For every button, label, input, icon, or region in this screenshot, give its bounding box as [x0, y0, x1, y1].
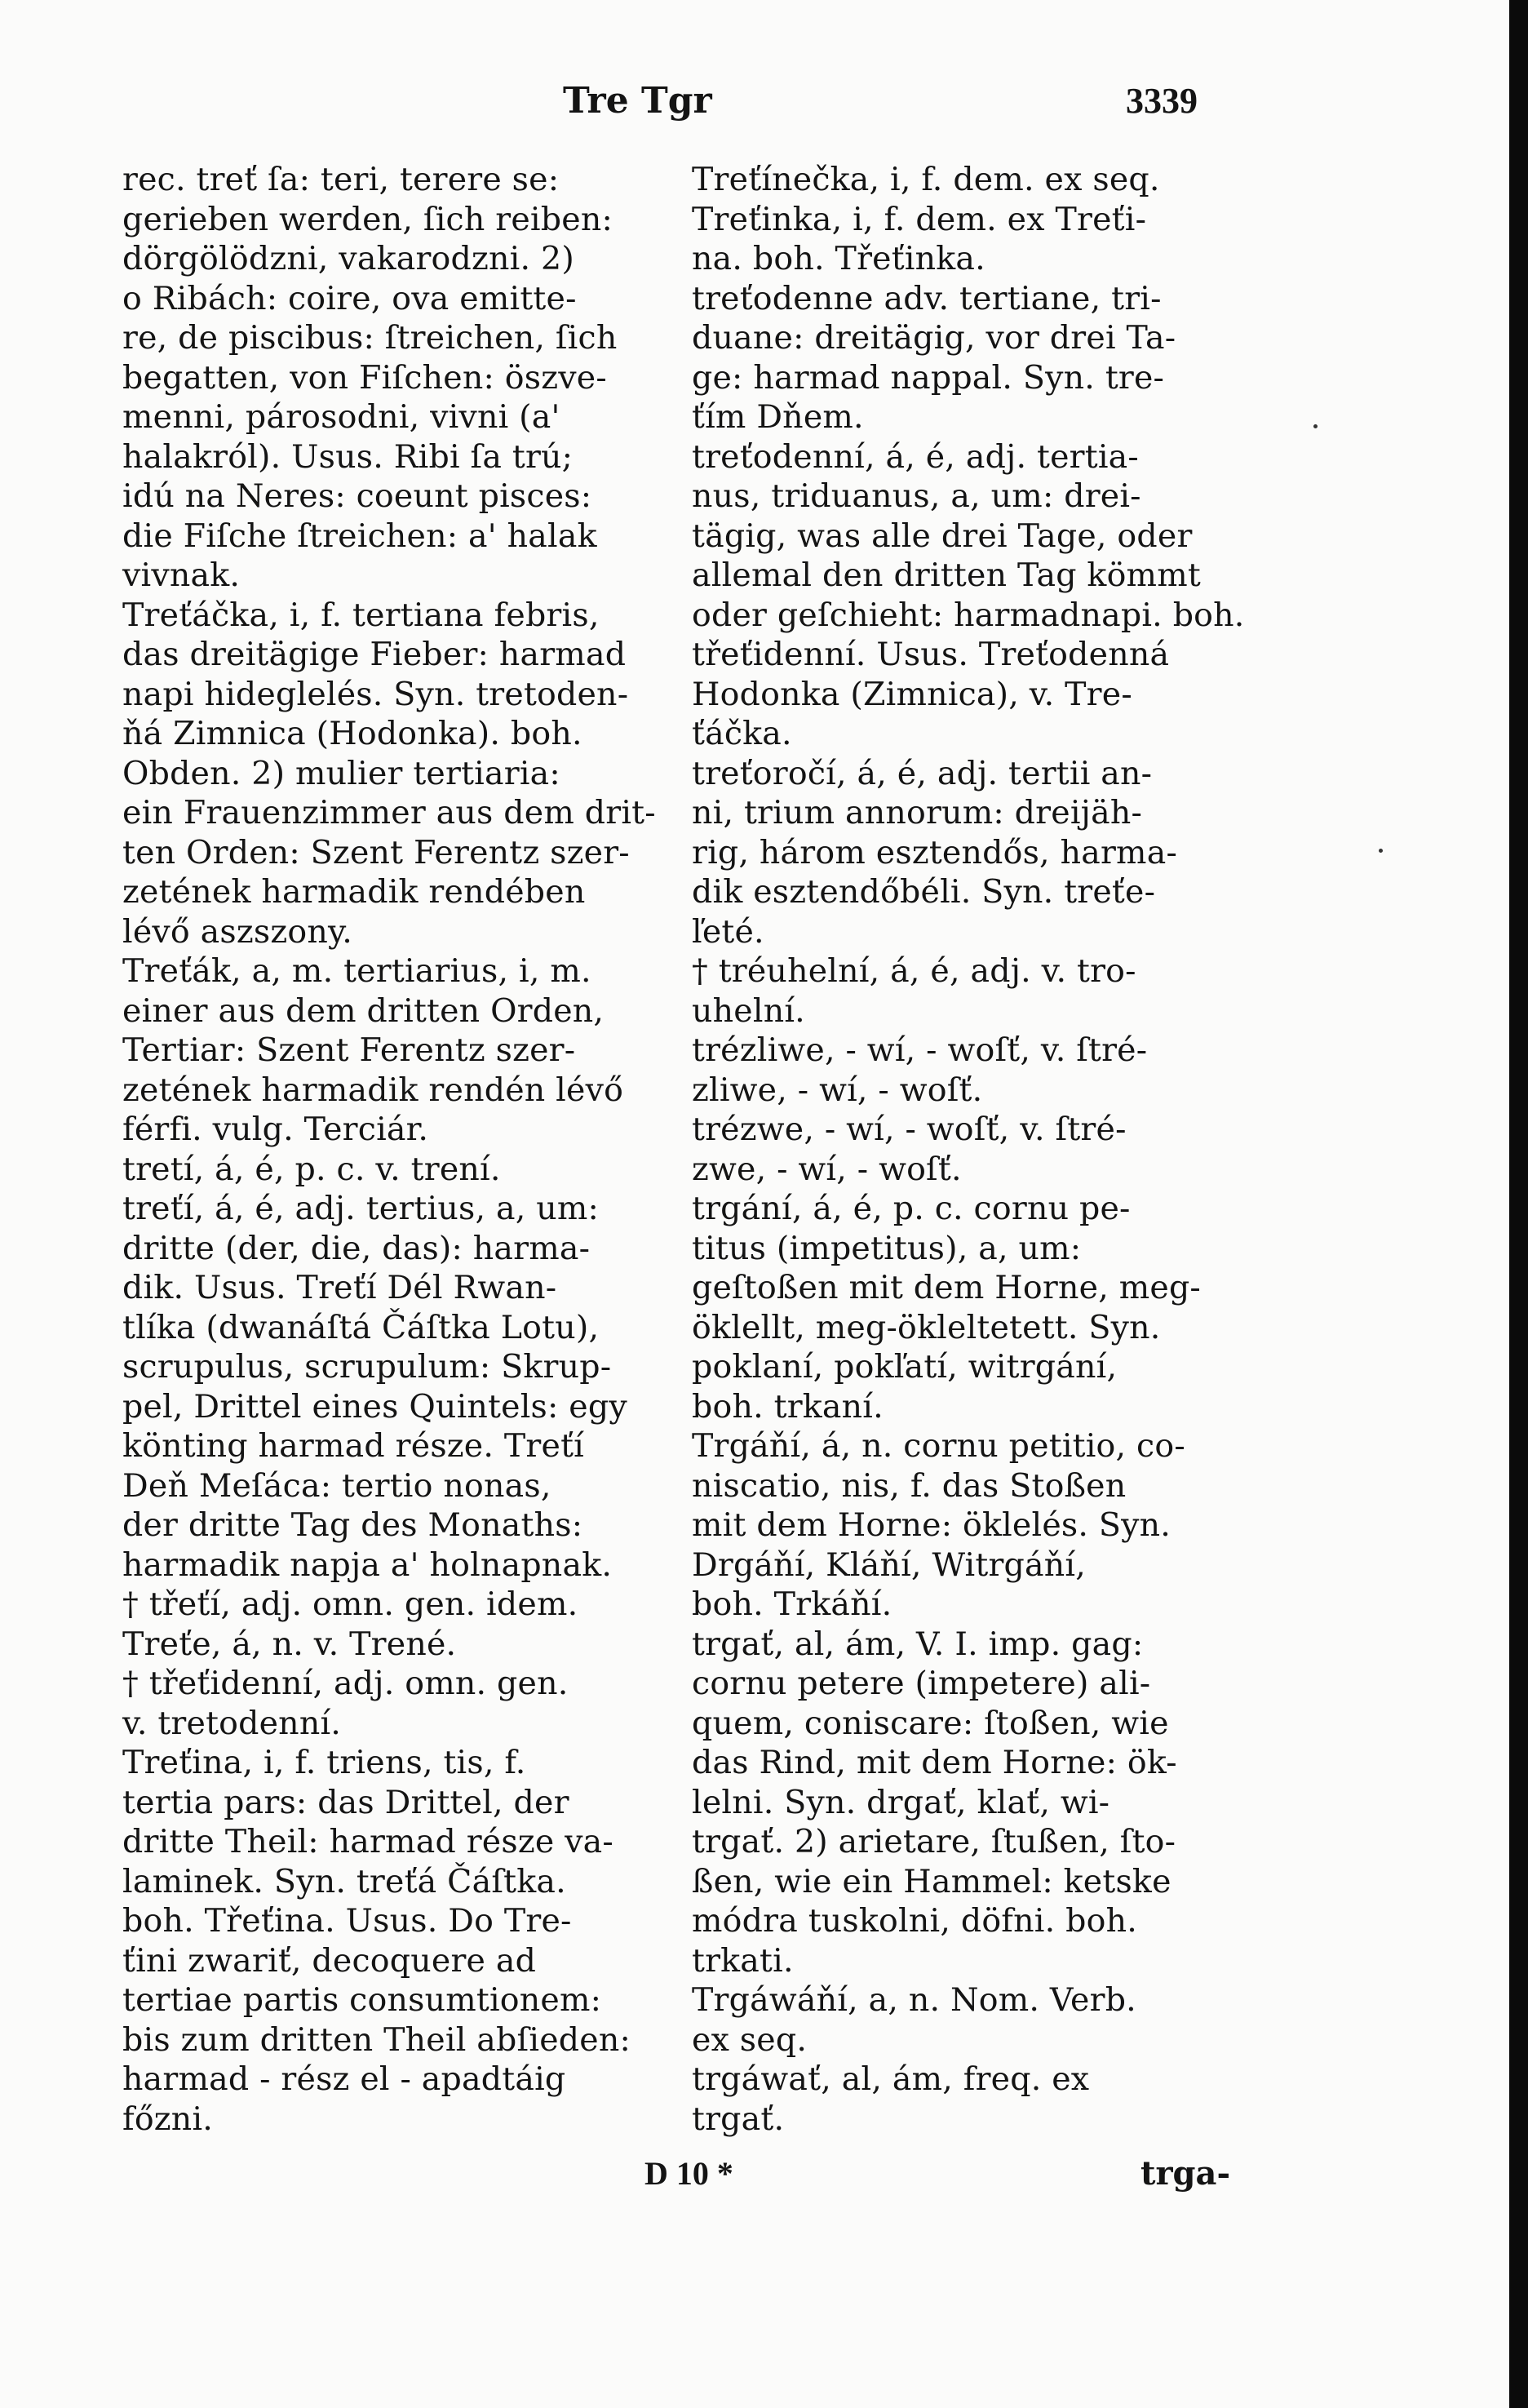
right-column-line: ľeté. — [692, 912, 764, 951]
left-column-line: lévő aszszony. — [122, 912, 353, 951]
left-column — [122, 160, 661, 2139]
right-column-line: boh. Trkáňí. — [692, 1585, 892, 1623]
left-column-line: tlíka (dwanáſtá Čáſtka Lotu), — [122, 1308, 600, 1346]
right-column-line: oder geſchieht: harmadnapi. boh. — [692, 596, 1245, 634]
right-column-line: niscatio, nis, f. das Stoßen — [692, 1466, 1127, 1505]
right-column-line: uhelní. — [692, 991, 805, 1030]
left-column-line: ten Orden: Szent Ferentz szer- — [122, 833, 630, 871]
left-column-line: Tertiar: Szent Ferentz szer- — [122, 1031, 576, 1069]
right-column-line: quem, coniscare: ſtoßen, wie — [692, 1704, 1169, 1742]
right-column-line: mit dem Horne: öklelés. Syn. — [692, 1506, 1171, 1544]
left-column-line: dik. Usus. Treťí Dél Rwan- — [122, 1269, 557, 1306]
left-column-line: zetének harmadik rendében — [122, 873, 586, 911]
left-column-line: dritte Theil: harmad része va- — [122, 1823, 613, 1860]
paper-speck — [1379, 849, 1383, 853]
right-column-line: das Rind, mit dem Horne: ök- — [692, 1744, 1177, 1781]
right-column-line: zliwe, - wí, - woſť. — [692, 1071, 983, 1109]
right-column-line: ťáčka. — [692, 715, 792, 752]
left-column-line: scrupulus, scrupulum: Skrup- — [122, 1348, 612, 1386]
left-column-line: tretí, á, é, p. c. v. trení. — [122, 1150, 501, 1188]
right-column-line: Drgáňí, Kláňí, Witrgáňí, — [692, 1545, 1087, 1584]
right-column-line: trgať, al, ám, V. I. imp. gag: — [692, 1625, 1144, 1663]
right-column-line: tägig, was alle drei Tage, oder — [692, 517, 1193, 555]
left-column-line: Treťina, i, f. triens, tis, f. — [122, 1744, 526, 1781]
right-column-line: trgání, á, é, p. c. cornu pe- — [692, 1190, 1131, 1227]
left-column-line: re, de piscibus: ſtreichen, ſich — [122, 319, 618, 357]
left-column-line: zetének harmadik rendén lévő — [122, 1071, 624, 1109]
right-column-line: na. boh. Třeťinka. — [692, 240, 985, 277]
right-column-line: geſtoßen mit dem Horne, meg- — [692, 1269, 1201, 1306]
right-column-line: öklellt, meg-ökleltetett. Syn. — [692, 1308, 1161, 1346]
right-column-line: ßen, wie ein Hammel: ketske — [692, 1862, 1171, 1900]
right-column-line: treťodenne adv. tertiane, tri- — [692, 279, 1162, 317]
right-column-line: boh. trkaní. — [692, 1387, 884, 1426]
right-column-line: † tréuhelní, á, é, adj. v. tro- — [692, 952, 1136, 990]
right-column-line: treťodenní, á, é, adj. tertia- — [692, 437, 1139, 476]
right-column-line: allemal den dritten Tag kömmt — [692, 557, 1201, 594]
right-column-line: trgať. — [692, 2100, 785, 2138]
left-column-line: v. tretodenní. — [122, 1704, 342, 1742]
left-column-line: napi hideglelés. Syn. tretoden- — [122, 675, 629, 713]
left-column-line: idú na Neres: coeunt pisces: — [122, 477, 592, 515]
right-column-line: Treťínečka, i, f. dem. ex seq. — [692, 161, 1160, 198]
catchword: trga- — [1140, 2154, 1231, 2193]
left-column-line: dörgölödzni, vakarodzni. 2) — [122, 240, 574, 277]
signature-mark: D 10 * — [644, 2155, 733, 2192]
left-column-line: o Ribách: coire, ova emitte- — [122, 279, 577, 317]
right-column-line: poklaní, pokľatí, witrgání, — [692, 1348, 1118, 1386]
right-column-line: lelni. Syn. drgať, klať, wi- — [692, 1783, 1110, 1821]
left-column-line: pel, Drittel eines Quintels: egy — [122, 1387, 627, 1426]
left-column-line: halakról). Usus. Ribi ſa trú; — [122, 437, 574, 476]
left-column-line: Treťáčka, i, f. tertiana febris, — [122, 596, 600, 634]
left-column-line: † třeťí, adj. omn. gen. idem. — [122, 1585, 578, 1623]
left-column-line: vivnak. — [122, 557, 241, 594]
left-column-line: † třeťidenní, adj. omn. gen. — [122, 1665, 569, 1702]
right-column-line: třeťidenní. Usus. Treťodenná — [692, 636, 1170, 673]
right-column-line: ťím Dňem. — [692, 398, 864, 436]
left-column-line: menni, párosodni, vivni (a' — [122, 398, 560, 436]
left-column-line: Deň Meſáca: tertio nonas, — [122, 1466, 551, 1505]
left-column-line: begatten, von Fiſchen: öszve- — [122, 358, 607, 397]
left-column-line: ňá Zimnica (Hodonka). boh. — [122, 715, 582, 752]
right-column-line: treťoročí, á, é, adj. tertii an- — [692, 754, 1153, 792]
right-column-line: titus (impetitus), a, um: — [692, 1229, 1082, 1267]
left-column-line: treťí, á, é, adj. tertius, a, um: — [122, 1190, 600, 1227]
left-column-line: dritte (der, die, das): harma- — [122, 1229, 591, 1267]
left-column-line: bis zum dritten Theil abſieden: — [122, 2020, 631, 2059]
left-column-line: ein Frauenzimmer aus dem drit- — [122, 794, 656, 831]
page-edge-shadow — [1509, 0, 1528, 2408]
left-column-line: tertia pars: das Drittel, der — [122, 1783, 569, 1821]
right-column-line: trgáwať, al, ám, freq. ex — [692, 2060, 1090, 2098]
left-column-line: der dritte Tag des Monaths: — [122, 1506, 583, 1544]
left-column-line: einer aus dem dritten Orden, — [122, 991, 605, 1030]
left-column-line: főzni. — [122, 2100, 214, 2138]
page-number: 3339 — [1126, 81, 1198, 121]
left-column-line: tertiae partis consumtionem: — [122, 1981, 602, 2019]
running-head — [0, 80, 1509, 129]
left-column-line: laminek. Syn. treťá Čáſtka. — [122, 1862, 566, 1900]
left-column-line: könting harmad része. Treťí — [122, 1427, 584, 1465]
left-column-line: Treťák, a, m. tertiarius, i, m. — [122, 952, 591, 990]
guide-words: Tre Tgr — [563, 80, 712, 122]
left-column-line: Treťe, á, n. v. Trené. — [122, 1625, 457, 1663]
right-column-line: ge: harmad nappal. Syn. tre- — [692, 358, 1165, 397]
right-column-line: Trgáňí, á, n. cornu petitio, co- — [692, 1427, 1185, 1465]
right-column-line: cornu petere (impetere) ali- — [692, 1665, 1151, 1702]
right-column-line: duane: dreitägig, vor drei Ta- — [692, 319, 1176, 357]
right-column-line: trkati. — [692, 1941, 794, 1980]
right-column-line: Hodonka (Zimnica), v. Tre- — [692, 675, 1132, 713]
right-column-line: trézliwe, - wí, - woſť, v. ſtré- — [692, 1031, 1148, 1069]
right-column-line: zwe, - wí, - woſť. — [692, 1150, 962, 1188]
right-column-line: Trgáwáňí, a, n. Nom. Verb. — [692, 1981, 1136, 2019]
left-column-line: rec. treť ſa: teri, terere se: — [122, 161, 560, 198]
left-column-line: Obden. 2) mulier tertiaria: — [122, 754, 560, 792]
left-column-line: das dreitägige Fieber: harmad — [122, 636, 627, 673]
paper-speck — [1313, 424, 1318, 428]
right-column-line: ni, trium annorum: dreijäh- — [692, 794, 1143, 831]
left-column-line: gerieben werden, ſich reiben: — [122, 200, 613, 238]
right-column-line: rig, három esztendős, harma- — [692, 833, 1177, 871]
left-column-line: férfi. vulg. Terciár. — [122, 1111, 429, 1148]
left-column-line: harmadik napja a' holnapnak. — [122, 1545, 613, 1584]
left-column-line: die Fiſche ſtreichen: a' halak — [122, 517, 597, 555]
right-column-line: nus, triduanus, a, um: drei- — [692, 477, 1141, 515]
right-column-line: trézwe, - wí, - woſť, v. ſtré- — [692, 1111, 1127, 1148]
right-column-line: trgať. 2) arietare, ſtußen, ſto- — [692, 1823, 1176, 1860]
left-column-line: ťini zwariť, decoquere ad — [122, 1941, 537, 1980]
right-column-line: módra tuskolni, döfni. boh. — [692, 1902, 1137, 1940]
right-column — [692, 160, 1263, 2139]
right-column-line: ex seq. — [692, 2020, 808, 2059]
left-column-line: boh. Třeťina. Usus. Do Tre- — [122, 1902, 572, 1940]
left-column-line: harmad - rész el - apadtáig — [122, 2060, 566, 2098]
right-column-line: dik esztendőbéli. Syn. treťe- — [692, 873, 1156, 911]
right-column-line: Treťinka, i, f. dem. ex Treťi- — [692, 200, 1147, 238]
